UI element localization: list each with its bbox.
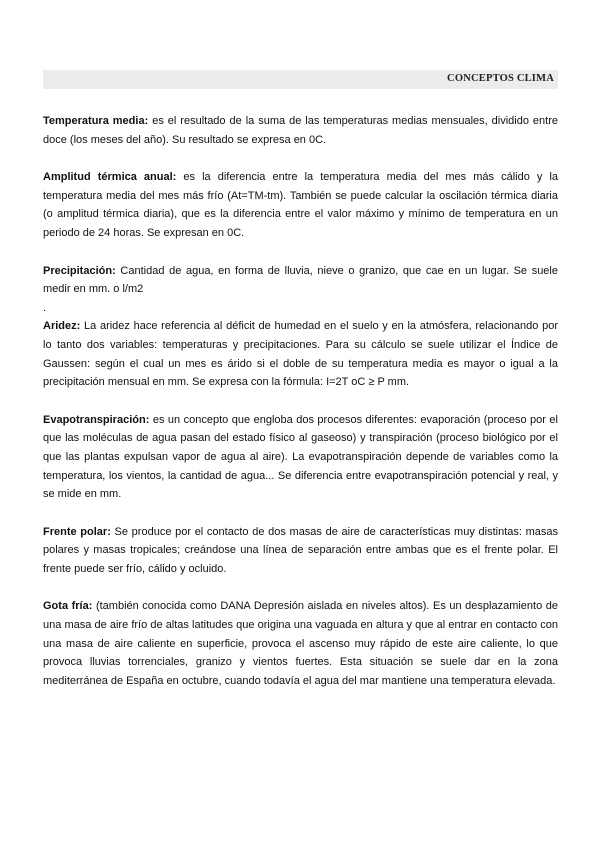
concept-term: Precipitación: (43, 264, 116, 277)
concept-aridez (43, 317, 558, 391)
concept-temperatura-media (43, 112, 558, 149)
concept-definition: La aridez hace referencia al déficit de humedad en el suelo y en la atmósfera, relacionando por lo tanto dos variables: temperaturas y precipitaciones. Para su cálculo se suele utilizar el Índice de Gaussen: según el cual un mes es árido si el doble de su temperatura media es mayor o igual a la precipitación mensual en mm. Se expresa con la fórmula: I=2T oC ≥ P mm. (43, 320, 558, 389)
spacer (43, 243, 558, 262)
concept-term: Temperatura media: (43, 115, 149, 127)
concept-definition: es la diferencia entre la temperatura media del mes más cálido y la temperatura media del mes más frío (At=TM-tm). También se puede calcular la oscilación térmica diaria (o amplitud térmica diaria), que es la diferencia entre el valor máximo y mínimo de temperatura en un periodo de 24 horas. Se expresan en 0C. (43, 171, 559, 239)
header-bar (43, 70, 558, 89)
document-title: CONCEPTOS CLIMA (447, 73, 554, 84)
concept-definition: Se produce por el contacto de dos masas de aire de características muy distintas: masas polares y masas tropicales; creándose una línea de separación entre ambas que es el frente polar. El frente puede ser frío, cálido y ocluido. (43, 525, 558, 575)
spacer (43, 578, 558, 597)
concept-term: Amplitud térmica anual: (43, 171, 177, 184)
concept-definition: (también conocida como DANA Depresión aislada en niveles altos). Es un desplazamiento de una masa de aire frío de altas latitudes que origina una vaguada en altura y que al entrar en contacto con una masa de aire caliente en superficie, provoca el ascenso muy rápido de este aire caliente, lo que provoca lluvias torrenciales, granizo y vientos fuertes. Esta situación se suele dar en la zona mediterránea de España en octubre, cuando todavía el agua del mar mantiene una temperatura elevada. (43, 600, 558, 687)
concept-definition: es el resultado de la suma de las temperaturas medias mensuales, dividido entre doce (los meses del año). Su resultado se expresa en 0C. (43, 115, 559, 146)
concept-evapotranspiracion (43, 411, 558, 504)
concept-amplitud-termica (43, 168, 558, 242)
concept-gota-fria (43, 597, 558, 690)
concept-precipitacion (43, 262, 558, 299)
concept-term: Gota fría: (43, 600, 93, 613)
concept-definition: Cantidad de agua, en forma de lluvia, nieve o granizo, que cae en un lugar. Se suele medir en mm. o l/m2 (43, 264, 558, 296)
spacer (43, 149, 558, 168)
spacer (43, 392, 558, 411)
concept-term: Evapotranspiración: (43, 413, 150, 426)
concept-definition: es un concepto que engloba dos procesos diferentes: evaporación (proceso por el que las moléculas de agua pasan del estado físico al gaseoso) y transpiración (proceso biológico por el que las plantas expulsan vapor de agua al aire). La evapotranspiración depende de variables como la temperatura, los vientos, la cantidad de agua... Se diferencia entre evapotranspiración potencial y real, y se mide en mm. (43, 413, 558, 501)
document-body (43, 112, 558, 690)
concept-frente-polar (43, 523, 558, 579)
concept-term: Frente polar: (43, 525, 111, 538)
spacer (43, 504, 558, 523)
concept-term: Aridez: (43, 320, 81, 333)
stray-mark: . (43, 301, 47, 314)
